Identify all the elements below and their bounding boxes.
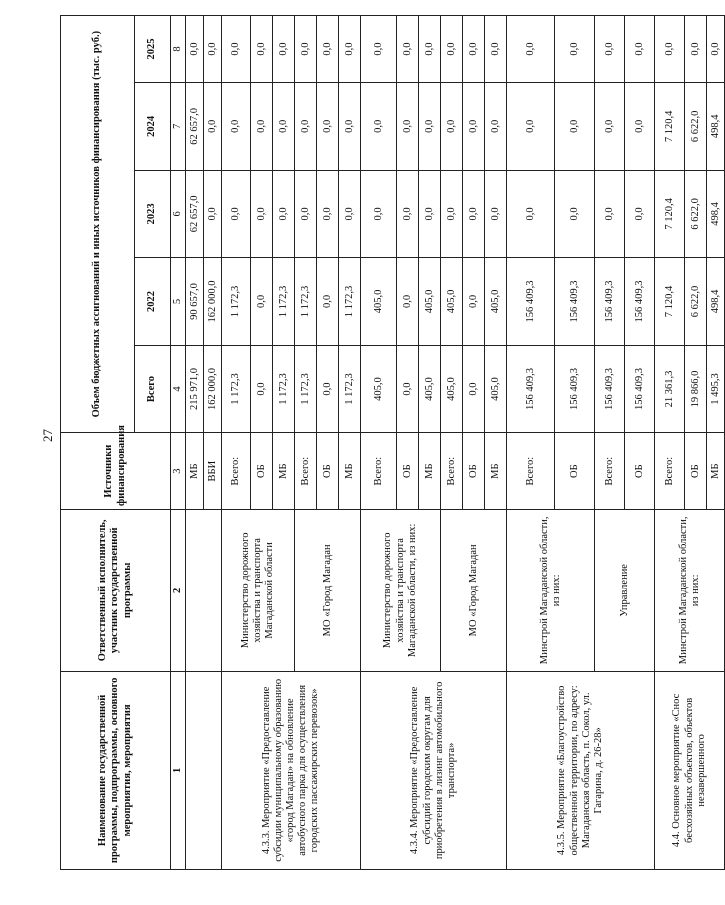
source-cell: МБ xyxy=(273,433,295,510)
value-2022: 0,0 xyxy=(317,258,339,346)
financing-table xyxy=(60,15,725,870)
value-2022: 156 409,3 xyxy=(595,258,625,346)
value-2022: 405,0 xyxy=(361,258,397,346)
source-cell: МБ xyxy=(707,433,725,510)
measure-name: 4.3.5. Мероприятие «Благоустройство общественной территории, по адресу: Магаданская область, п. Сокол, ул. Гагарина, д. 26-28» xyxy=(507,671,655,869)
source-cell: ОБ xyxy=(463,433,485,510)
value-2023: 0,0 xyxy=(273,170,295,258)
value-2024: 498,4 xyxy=(707,83,725,171)
column-number: 8 xyxy=(171,16,186,83)
table-row xyxy=(186,16,204,870)
value-2022: 156 409,3 xyxy=(507,258,555,346)
value-total: 1 172,3 xyxy=(222,345,251,433)
value-2023: 0,0 xyxy=(317,170,339,258)
value-total: 156 409,3 xyxy=(555,345,595,433)
value-2025: 0,0 xyxy=(707,16,725,83)
value-2024: 6 622,0 xyxy=(685,83,707,171)
value-2022: 6 622,0 xyxy=(685,258,707,346)
measure-name: 4.4. Основное мероприятие «Снос бесхозяйных объектов, объектов незавершенного xyxy=(655,671,725,869)
value-2023: 0,0 xyxy=(419,170,441,258)
value-2025: 0,0 xyxy=(419,16,441,83)
value-2022: 0,0 xyxy=(397,258,419,346)
value-2023: 0,0 xyxy=(397,170,419,258)
table-body xyxy=(186,16,725,870)
executor-name: Управление xyxy=(595,509,655,671)
value-2023: 0,0 xyxy=(555,170,595,258)
executor-name: Министерство дорожного хозяйства и транспорта Магаданской области, из них: xyxy=(361,509,441,671)
value-2024: 0,0 xyxy=(625,83,655,171)
value-2025: 0,0 xyxy=(463,16,485,83)
source-cell: ОБ xyxy=(625,433,655,510)
value-2025: 0,0 xyxy=(595,16,625,83)
value-2024: 0,0 xyxy=(485,83,507,171)
value-2025: 0,0 xyxy=(317,16,339,83)
value-total: 215 971,0 xyxy=(186,345,204,433)
value-total: 1 172,3 xyxy=(295,345,317,433)
value-2023: 0,0 xyxy=(339,170,361,258)
source-cell: Всего: xyxy=(361,433,397,510)
value-total: 405,0 xyxy=(361,345,397,433)
value-total: 156 409,3 xyxy=(625,345,655,433)
executor-name: МО «Город Магадан xyxy=(441,509,507,671)
value-2022: 0,0 xyxy=(251,258,273,346)
value-total: 0,0 xyxy=(397,345,419,433)
value-2023: 0,0 xyxy=(222,170,251,258)
executor-name: МО «Город Магадан xyxy=(295,509,361,671)
value-2024: 0,0 xyxy=(339,83,361,171)
table-row xyxy=(361,16,397,870)
value-2024: 0,0 xyxy=(507,83,555,171)
empty-name-cell xyxy=(186,671,222,869)
value-2022: 498,4 xyxy=(707,258,725,346)
value-2025: 0,0 xyxy=(295,16,317,83)
value-2024: 0,0 xyxy=(273,83,295,171)
source-cell: ОБ xyxy=(685,433,707,510)
column-number: 2 xyxy=(171,509,186,671)
value-total: 405,0 xyxy=(441,345,463,433)
value-2022: 405,0 xyxy=(485,258,507,346)
executor-name: Минстрой Магаданской области, из них: xyxy=(655,509,725,671)
value-2023: 0,0 xyxy=(204,170,222,258)
value-2024: 0,0 xyxy=(463,83,485,171)
value-total: 0,0 xyxy=(463,345,485,433)
value-2023: 62 657,0 xyxy=(186,170,204,258)
value-2025: 0,0 xyxy=(222,16,251,83)
value-2025: 0,0 xyxy=(397,16,419,83)
value-2022: 1 172,3 xyxy=(295,258,317,346)
value-2023: 0,0 xyxy=(251,170,273,258)
value-2025: 0,0 xyxy=(361,16,397,83)
column-number: 3 xyxy=(171,433,186,510)
value-2025: 0,0 xyxy=(251,16,273,83)
source-cell: МБ xyxy=(339,433,361,510)
value-2024: 7 120,4 xyxy=(655,83,685,171)
value-2024: 0,0 xyxy=(295,83,317,171)
value-2025: 0,0 xyxy=(441,16,463,83)
value-2022: 1 172,3 xyxy=(222,258,251,346)
value-total: 0,0 xyxy=(251,345,273,433)
value-2024: 0,0 xyxy=(555,83,595,171)
value-2025: 0,0 xyxy=(655,16,685,83)
value-2024: 62 657,0 xyxy=(186,83,204,171)
value-2025: 0,0 xyxy=(625,16,655,83)
header-total: Всего xyxy=(135,345,171,433)
value-2022: 405,0 xyxy=(419,258,441,346)
value-2023: 0,0 xyxy=(595,170,625,258)
source-cell: МБ xyxy=(485,433,507,510)
source-cell: ОБ xyxy=(251,433,273,510)
value-2025: 0,0 xyxy=(273,16,295,83)
value-total: 405,0 xyxy=(485,345,507,433)
header-program-name: Наименование государственной программы, подпрограммы, основного мероприятия, мероприятия xyxy=(61,671,171,869)
source-cell: МБ xyxy=(419,433,441,510)
measure-name: 4.3.3. Мероприятие «Предоставление субсидии муниципальному образованию «город Магадан» на обновление автобусного парка для осуществления городских пассажирских перевозок» xyxy=(222,671,361,869)
value-2022: 405,0 xyxy=(441,258,463,346)
value-2022: 156 409,3 xyxy=(625,258,655,346)
value-2022: 7 120,4 xyxy=(655,258,685,346)
table-row xyxy=(222,16,251,870)
column-number: 1 xyxy=(171,671,186,869)
empty-executor-cell xyxy=(186,509,222,671)
column-number: 5 xyxy=(171,258,186,346)
header-sources: Источники финансирования xyxy=(61,433,171,510)
value-2024: 0,0 xyxy=(204,83,222,171)
source-cell: Всего: xyxy=(507,433,555,510)
value-total: 162 000,0 xyxy=(204,345,222,433)
value-2025: 0,0 xyxy=(555,16,595,83)
page-number: 27 xyxy=(40,429,55,442)
value-2025: 0,0 xyxy=(485,16,507,83)
value-2024: 0,0 xyxy=(222,83,251,171)
value-2022: 1 172,3 xyxy=(339,258,361,346)
source-cell: Всего: xyxy=(655,433,685,510)
value-2025: 0,0 xyxy=(339,16,361,83)
source-cell: ОБ xyxy=(397,433,419,510)
value-total: 0,0 xyxy=(317,345,339,433)
value-2024: 0,0 xyxy=(317,83,339,171)
value-total: 156 409,3 xyxy=(507,345,555,433)
source-cell: Всего: xyxy=(222,433,251,510)
value-2024: 0,0 xyxy=(595,83,625,171)
value-2025: 0,0 xyxy=(204,16,222,83)
value-2022: 0,0 xyxy=(463,258,485,346)
table-row xyxy=(507,16,555,870)
value-2024: 0,0 xyxy=(361,83,397,171)
source-cell: ОБ xyxy=(317,433,339,510)
value-total: 156 409,3 xyxy=(595,345,625,433)
value-2023: 0,0 xyxy=(361,170,397,258)
source-cell: Всего: xyxy=(441,433,463,510)
value-2023: 0,0 xyxy=(463,170,485,258)
value-2023: 6 622,0 xyxy=(685,170,707,258)
value-2022: 162 000,0 xyxy=(204,258,222,346)
source-cell: Всего: xyxy=(595,433,625,510)
value-2022: 156 409,3 xyxy=(555,258,595,346)
executor-name: Министерство дорожного хозяйства и транспорта Магаданской области xyxy=(222,509,295,671)
value-2023: 0,0 xyxy=(441,170,463,258)
column-number: 6 xyxy=(171,170,186,258)
value-2025: 0,0 xyxy=(685,16,707,83)
header-year-2025: 2025 xyxy=(135,16,171,83)
source-cell: Всего: xyxy=(295,433,317,510)
value-total: 405,0 xyxy=(419,345,441,433)
source-cell: ОБ xyxy=(555,433,595,510)
value-total: 21 361,3 xyxy=(655,345,685,433)
value-total: 1 495,3 xyxy=(707,345,725,433)
value-2025: 0,0 xyxy=(186,16,204,83)
rotated-table-container xyxy=(60,15,721,870)
source-cell: ВБИ xyxy=(204,433,222,510)
executor-name: Минстрой Магаданской области, из них: xyxy=(507,509,595,671)
value-2022: 1 172,3 xyxy=(273,258,295,346)
value-2024: 0,0 xyxy=(251,83,273,171)
value-total: 19 866,0 xyxy=(685,345,707,433)
table-header xyxy=(61,16,186,870)
measure-name: 4.3.4. Мероприятие «Предоставление субсидий городским округам для приобретения в лизинг автомобильного транспорта» xyxy=(361,671,507,869)
value-2023: 498,4 xyxy=(707,170,725,258)
value-2024: 0,0 xyxy=(419,83,441,171)
value-2024: 0,0 xyxy=(441,83,463,171)
value-2023: 7 120,4 xyxy=(655,170,685,258)
header-year-2022: 2022 xyxy=(135,258,171,346)
value-2025: 0,0 xyxy=(507,16,555,83)
header-funding-group: Объем бюджетных ассигнований и иных источников финансирования (тыс. руб.) xyxy=(61,16,135,433)
column-number: 7 xyxy=(171,83,186,171)
value-2023: 0,0 xyxy=(485,170,507,258)
value-2024: 0,0 xyxy=(397,83,419,171)
header-year-2024: 2024 xyxy=(135,83,171,171)
column-number: 4 xyxy=(171,345,186,433)
value-2023: 0,0 xyxy=(295,170,317,258)
value-2023: 0,0 xyxy=(507,170,555,258)
value-2022: 90 657,0 xyxy=(186,258,204,346)
header-year-2023: 2023 xyxy=(135,170,171,258)
source-cell: МБ xyxy=(186,433,204,510)
header-executor: Ответственный исполнитель, участник государственной программы xyxy=(61,509,171,671)
value-total: 1 172,3 xyxy=(339,345,361,433)
value-2023: 0,0 xyxy=(625,170,655,258)
table-row xyxy=(655,16,685,870)
value-total: 1 172,3 xyxy=(273,345,295,433)
